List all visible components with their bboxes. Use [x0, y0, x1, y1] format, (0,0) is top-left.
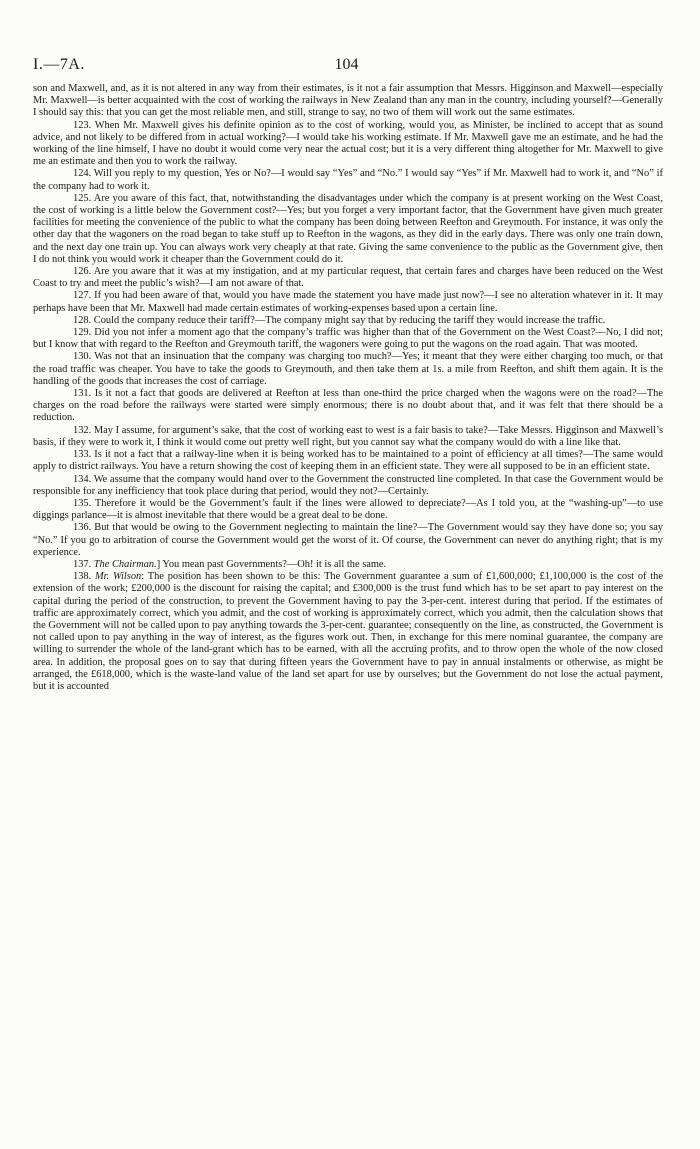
document-reference: I.—7A.	[33, 56, 85, 73]
paragraph-q128: 128. Could the company reduce their tariff?—The company might say that by reducing the tariff they would increase the traffic.	[73, 314, 606, 326]
speaker-name: Mr. Wilson	[95, 571, 142, 583]
speaker-name: The Chairman.	[93, 558, 157, 570]
paragraph-q126: 126. Are you aware that it was at my instigation, and at my particular request, that certain fares and charges have been reduced on the West Coast to try and meet the public’s wish?—I am not aware of that.	[33, 266, 663, 290]
paragraph-q132: 132. May I assume, for argument’s sake, that the cost of working east to west is a fair basis to take?—Take Messrs. Higginson and Maxwell’s basis, if they were to work it, I think it would come out pretty well right, but you cannot say what the company would do with a line like that.	[33, 424, 663, 448]
paragraph-continuation: son and Maxwell, and, as it is not altered in any way from their estimates, is it not a fair assumption that Messrs. Higginson and Maxwell—especially Mr. Maxwell—is better acquainted with the cost of working the railways in New Zealand than any man in the country, including yourself?—Generally I should say this: that you can get the most reliable men, and still, strange to say, no two of them will work out the same estimates.	[33, 83, 663, 119]
page-header	[33, 56, 660, 76]
paragraph-q123: 123. When Mr. Maxwell gives his definite opinion as to the cost of working, would you, as Minister, be inclined to accept that as sound advice, and not likely to be differed from in actual working?—I would take his working estimate. If Mr. Maxwell gave me an estimate, and he had the working of the line himself, I have no doubt it would come very near the actual cost; but it is a very different thing altogether for Mr. Maxwell to give me an estimate and then you to work the railway.	[33, 119, 663, 168]
paragraph-q138: 138. Mr. Wilson: The position has been shown to be this: The Government guarantee a sum of £1,600,000; £1,100,000 is the cost of the extension of the work; £200,000 is the discount for raising the capital; and £300,000 is the trust fund which has to be set apart to pay interest on the capital during the period of the construction, to prevent the Government having to pay the 3-per-cent. interest during that period. If the estimates of traffic are approximately correct, which you admit, and the cost of working is approximately correct, which you admit, then the calculation shows that the Government will not be called upon to pay anything towards the 3-per-cent. guarantee; consequently on the line, as constructed, the Government is not called upon to pay anything in the way of interest, as the figures work out. Then, in exchange for this mere nominal guarantee, the company are willing to surrender the whole of the land-grant which has to be earned, with all the accruing profits, and to throw open the whole of the now closed area. In addition, the proposal goes on to say that during fifteen years the Government have to pay in annual instalments or otherwise, as might be arranged, the £618,000, which is the waste-land value of the land set apart for use by ourselves; but the Government do not lose the actual payment, but it is accounted	[33, 571, 663, 692]
paragraph-q125: 125. Are you aware of this fact, that, notwithstanding the disadvantages under which the company is at present working on the West Coast, the cost of working is a little below the Government cost?—Yes; but you forget a very important factor, that the Government have given much greater facilities for meeting the convenience of the public to what the company has been doing between Reefton and Greymouth. For instance, it was only the other day that the wagoners on the road began to take stuff up to Reefton in the wagons, as they did in the early days. There was only one train down, and the next day one train up. You can always work very cheaply at that rate. Giving the same convenience to the public as the Government give, then I do not think you would work it cheaper than the Government could do it.	[33, 192, 663, 265]
paragraph-q130: 130. Was not that an insinuation that the company was charging too much?—Yes; it meant that they were either charging too much, or that the road traffic was cheaper. You have to take the goods to Greymouth, and then take them at 1s. a mile from Reefton, and shift them again. It is the handling of the goods that increases the cost of carriage.	[33, 351, 663, 387]
paragraph-q133: 133. Is it not a fact that a railway-line when it is being worked has to be maintained to a point of efficiency at all times?—The same would apply to district railways. You have a return showing the cost of keeping them in an efficient state. They were all supposed to be in an efficient state.	[33, 449, 663, 473]
paragraph-q137: 137. The Chairman.] You mean past Governments?—Oh! it is all the same.	[73, 558, 387, 570]
page-number: 104	[334, 56, 359, 73]
paragraph-q136: 136. But that would be owing to the Government neglecting to maintain the line?—The Government would say they have done so; you say “No.” If you go to arbitration of course the Government would get the worst of it. Of course, the Government can never do anything right; that is my experience.	[33, 522, 663, 558]
paragraph-q129: 129. Did you not infer a moment ago that the company’s traffic was higher than that of the Government on the West Coast?—No, I did not; but I know that with regard to the Reefton and Greymouth tariff, the wagoners were going to put the wagons on the road again. That was mooted.	[33, 327, 663, 351]
paragraph-q135: 135. Therefore it would be the Government’s fault if the lines were allowed to depreciate?—As I told you, at the “washing-up”—to use diggings parlance—it is almost inevitable that there would be a great deal to be done.	[33, 497, 663, 522]
paragraph-q127: 127. If you had been aware of that, would you have made the statement you have made just now?—I see no alteration whatever in it. It may perhaps have been that Mr. Maxwell had made certain estimates of working-expenses based upon a certain line.	[33, 290, 663, 314]
paragraph-q131: 131. Is it not a fact that goods are delivered at Reefton at less than one-third the price charged when the wagons were on the road?—The charges on the road before the railways were started were simply enormous; there is no doubt about that, and it was felt that there should be a reduction.	[33, 388, 663, 424]
paragraph-q134: 134. We assume that the company would hand over to the Government the constructed line completed. In that case the Government would be responsible for any inefficiency that took place during that period, would they not?—Certainly.	[33, 473, 663, 497]
document-body	[33, 83, 663, 693]
paragraph-q124: 124. Will you reply to my question, Yes or No?—I would say “Yes” and “No.” I would say “Yes” if Mr. Maxwell had to work it, and “No” if the company had to work it.	[33, 168, 663, 192]
